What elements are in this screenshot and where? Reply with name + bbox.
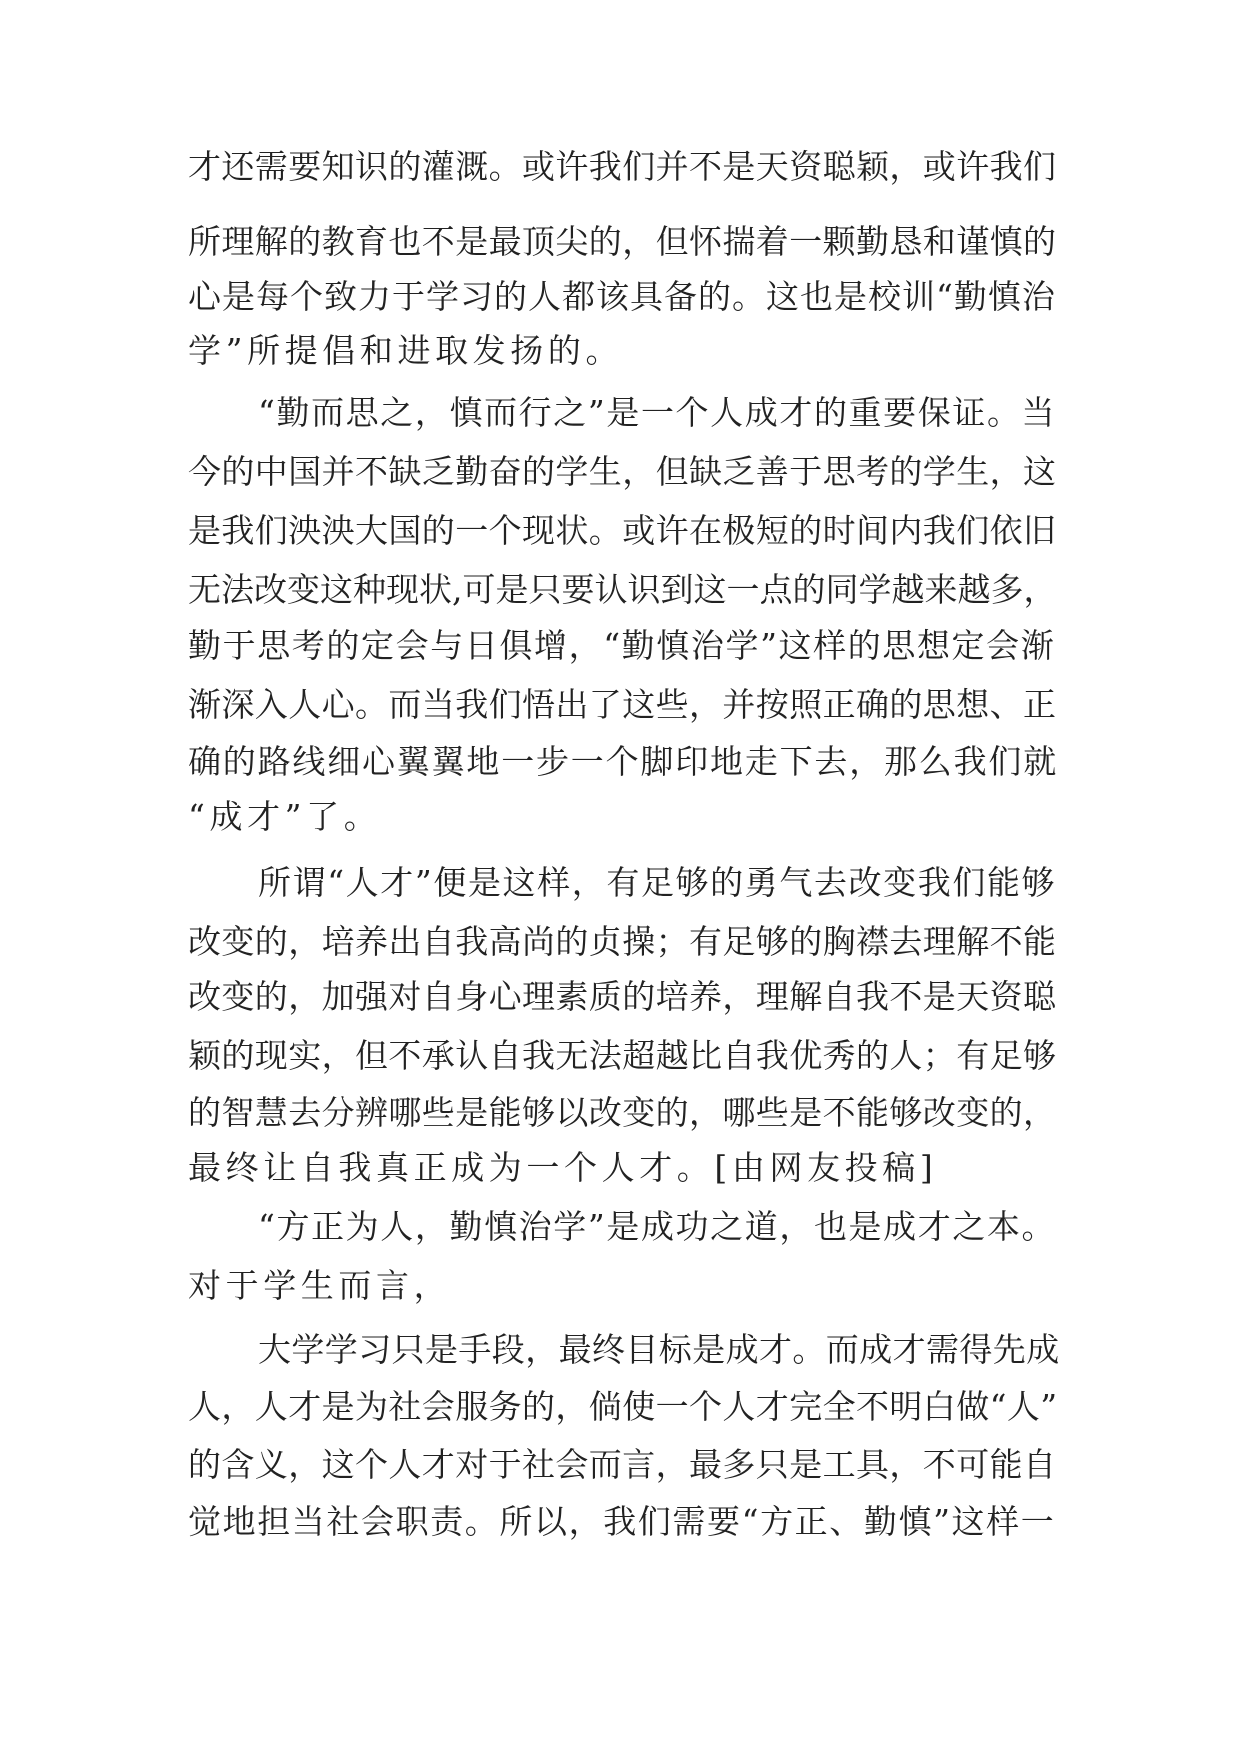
text-line: 渐深入人心。而当我们悟出了这些，并按照正确的思想、正 bbox=[188, 685, 1057, 724]
text-line: 改变的，培养出自我高尚的贞操；有足够的胸襟去理解不能 bbox=[188, 922, 1057, 961]
text-line: 改变的，加强对自身心理素质的培养，理解自我不是天资聪 bbox=[188, 977, 1057, 1016]
paragraph-first-line: “勤而思之，慎而行之”是一个人成才的重要保证。当 bbox=[258, 393, 1057, 432]
text-line: 最终让自我真正成为一个人才。[由网友投稿] bbox=[188, 1148, 938, 1187]
paragraph-first-line: 大学学习只是手段，最终目标是成才。而成才需得先成 bbox=[258, 1330, 1060, 1369]
text-line: 才还需要知识的灌溉。或许我们并不是天资聪颖，或许我们 bbox=[188, 147, 1057, 186]
paragraph-first-line: 所谓“人才”便是这样，有足够的勇气去改变我们能够 bbox=[258, 863, 1057, 902]
text-line: 觉地担当社会职责。所以，我们需要“方正、勤慎”这样一 bbox=[188, 1502, 1056, 1541]
text-line: 勤于思考的定会与日俱增，“勤慎治学”这样的思想定会渐 bbox=[188, 626, 1056, 665]
text-line: 颖的现实，但不承认自我无法超越比自我优秀的人；有足够 bbox=[188, 1036, 1057, 1075]
text-line: 是我们泱泱大国的一个现状。或许在极短的时间内我们依旧 bbox=[188, 511, 1057, 550]
text-line: 今的中国并不缺乏勤奋的学生，但缺乏善于思考的学生，这 bbox=[188, 452, 1057, 491]
text-line: 学”所提倡和进取发扬的。 bbox=[188, 331, 624, 370]
text-line: 所理解的教育也不是最顶尖的，但怀揣着一颗勤恳和谨慎的 bbox=[188, 222, 1057, 261]
text-line: 确的路线细心翼翼地一步一个脚印地走下去，那么我们就 bbox=[188, 742, 1058, 781]
text-line: 人，人才是为社会服务的，倘使一个人才完全不明白做“人” bbox=[188, 1387, 1058, 1426]
text-line: 心是每个致力于学习的人都该具备的。这也是校训“勤慎治 bbox=[188, 277, 1056, 316]
paragraph-first-line: “方正为人，勤慎治学”是成功之道，也是成才之本。 bbox=[258, 1207, 1057, 1246]
text-line: 无法改变这种现状,可是只要认识到这一点的同学越来越多， bbox=[188, 570, 1057, 609]
text-line: 的智慧去分辨哪些是能够以改变的，哪些是不能够改变的， bbox=[188, 1093, 1057, 1132]
text-line: “成才”了。 bbox=[188, 797, 382, 836]
text-line: 对于学生而言， bbox=[188, 1266, 452, 1305]
text-line: 的含义，这个人才对于社会而言，最多只是工具，不可能自 bbox=[188, 1445, 1057, 1484]
